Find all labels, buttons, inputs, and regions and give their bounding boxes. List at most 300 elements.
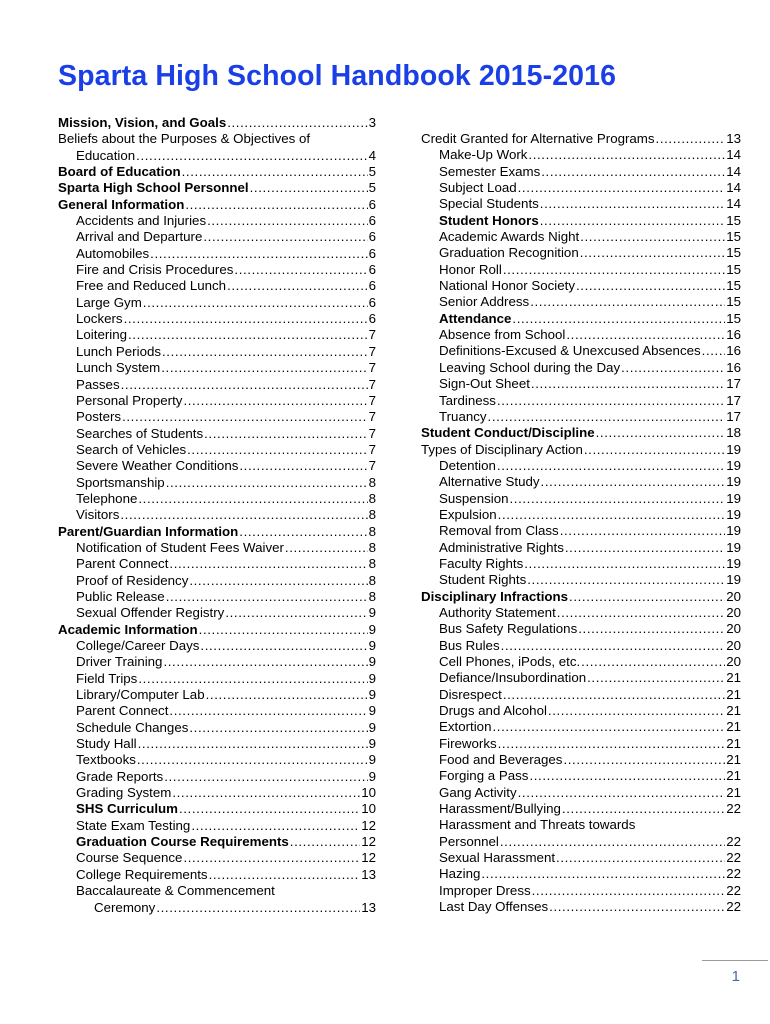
toc-dot-leader <box>578 621 725 637</box>
toc-dot-leader <box>191 818 360 834</box>
toc-right-column <box>421 131 741 916</box>
toc-entry-label: Course Sequence <box>76 850 183 866</box>
toc-dot-leader <box>518 785 726 801</box>
toc-entry <box>421 785 741 801</box>
toc-dot-leader <box>234 262 367 278</box>
toc-entry <box>58 752 376 768</box>
toc-entry-label: Student Honors <box>439 212 539 228</box>
toc-entry-label: Suspension <box>439 490 509 506</box>
toc-dot-leader <box>580 245 725 261</box>
toc-dot-leader <box>183 393 367 409</box>
toc-entry-page: 4 <box>368 147 376 163</box>
toc-entry-label: Make-Up Work <box>439 147 528 163</box>
toc-entry <box>58 638 376 654</box>
toc-entry-page: 21 <box>726 768 741 784</box>
toc-entry-page: 7 <box>368 376 376 392</box>
toc-entry-label: Administrative Rights <box>439 539 564 555</box>
toc-entry-label: Notification of Student Fees Waiver <box>76 539 284 555</box>
toc-entry-label: Ceremony <box>94 899 156 915</box>
toc-entry <box>58 213 376 229</box>
toc-entry-page: 13 <box>726 131 741 146</box>
toc-dot-leader <box>200 638 367 654</box>
toc-entry-label: Absence from School <box>439 327 566 343</box>
toc-entry-page: 20 <box>726 654 741 669</box>
toc-entry-label: Disrespect <box>439 686 502 702</box>
toc-entry-page: 7 <box>368 409 376 425</box>
toc-entry-page: 12 <box>361 850 376 866</box>
toc-entry <box>421 262 741 278</box>
toc-entry-label: Forging a Pass <box>439 768 529 784</box>
toc-entry-label: State Exam Testing <box>76 817 191 833</box>
toc-entry <box>421 817 741 833</box>
toc-entry-label: Subject Load <box>439 180 517 196</box>
toc-entry-label: Posters <box>76 409 122 425</box>
toc-entry <box>58 720 376 736</box>
toc-entry-label: Search of Vehicles <box>76 441 187 457</box>
toc-entry-page: 15 <box>726 229 741 245</box>
footer-divider <box>702 960 768 961</box>
toc-entry-page: 21 <box>726 670 741 686</box>
toc-entry-label: Bus Safety Regulations <box>439 621 578 637</box>
toc-dot-leader <box>285 540 368 556</box>
toc-dot-leader <box>497 393 725 409</box>
toc-entry <box>421 719 741 735</box>
toc-dot-leader <box>529 768 725 784</box>
toc-entry-label: Expulsion <box>439 506 497 522</box>
toc-dot-leader <box>128 327 368 343</box>
toc-entry <box>421 196 741 212</box>
toc-entry <box>58 344 376 360</box>
toc-entry-label: Extortion <box>439 719 492 735</box>
toc-dot-leader <box>541 474 726 490</box>
toc-entry <box>58 703 376 719</box>
toc-dot-leader <box>169 703 367 719</box>
toc-dot-leader <box>556 850 725 866</box>
toc-entry <box>421 409 741 425</box>
toc-dot-leader <box>166 589 368 605</box>
toc-entry <box>58 834 376 850</box>
toc-dot-leader <box>580 229 725 245</box>
toc-entry-page: 19 <box>726 474 741 490</box>
toc-dot-leader <box>569 589 725 605</box>
toc-entry <box>58 687 376 703</box>
toc-entry-label: Drugs and Alcohol <box>439 703 547 719</box>
toc-entry <box>421 327 741 343</box>
toc-entry-page: 21 <box>726 752 741 768</box>
toc-entry <box>58 164 376 180</box>
toc-dot-leader <box>540 196 725 212</box>
toc-dot-leader <box>524 556 725 572</box>
toc-entry-page: 6 <box>368 213 376 229</box>
toc-entry-page: 21 <box>726 784 741 800</box>
toc-entry-page: 17 <box>726 376 741 392</box>
toc-entry <box>58 229 376 245</box>
toc-entry <box>58 246 376 262</box>
toc-dot-leader <box>528 147 725 163</box>
toc-entry <box>58 736 376 752</box>
toc-entry-label: Graduation Course Requirements <box>76 834 289 850</box>
toc-dot-leader <box>503 262 725 278</box>
toc-entry <box>58 442 376 458</box>
toc-dot-leader <box>185 197 367 213</box>
toc-entry <box>421 311 741 327</box>
toc-entry-page: 15 <box>726 310 741 326</box>
toc-dot-leader <box>702 343 726 359</box>
toc-entry-page: 9 <box>368 703 376 719</box>
toc-entry <box>58 556 376 572</box>
toc-entry-label: Large Gym <box>76 294 142 310</box>
toc-entry-page: 9 <box>368 654 376 670</box>
toc-entry <box>421 850 741 866</box>
toc-dot-leader <box>239 458 367 474</box>
toc-entry-page: 8 <box>368 556 376 572</box>
toc-entry-label: Alternative Study <box>439 474 540 490</box>
toc-entry-label: Hazing <box>439 866 481 882</box>
toc-entry-page: 9 <box>368 605 376 621</box>
toc-entry <box>58 327 376 343</box>
toc-entry <box>421 736 741 752</box>
toc-entry-label: Academic Awards Night <box>439 229 580 245</box>
toc-dot-leader <box>497 458 725 474</box>
toc-entry <box>421 654 741 670</box>
toc-entry <box>58 573 376 589</box>
toc-entry <box>421 768 741 784</box>
toc-dot-leader <box>189 720 367 736</box>
toc-dot-leader <box>548 703 725 719</box>
toc-entry-page: 14 <box>726 163 741 179</box>
toc-entry-label: Fireworks <box>439 735 497 751</box>
toc-entry <box>58 475 376 491</box>
toc-dot-leader <box>189 573 367 589</box>
toc-entry-label: Personal Property <box>76 392 183 408</box>
toc-entry-page: 15 <box>726 245 741 261</box>
toc-entry-label: Fire and Crisis Procedures <box>76 262 234 278</box>
toc-entry <box>421 376 741 392</box>
toc-entry-page: 15 <box>726 212 741 228</box>
toc-entry <box>421 507 741 523</box>
toc-entry-label: Education <box>76 147 136 163</box>
toc-entry-label: Study Hall <box>76 736 137 752</box>
toc-entry <box>421 687 741 703</box>
toc-entry-label: Truancy <box>439 408 487 424</box>
toc-dot-leader <box>530 294 725 310</box>
toc-entry <box>58 131 376 147</box>
page-number: 1 <box>731 968 740 985</box>
toc-entry-label: Grading System <box>76 785 172 801</box>
toc-entry <box>58 115 376 131</box>
toc-entry-label: Honor Roll <box>439 261 502 277</box>
toc-entry-page: 21 <box>726 686 741 702</box>
toc-dot-leader <box>500 834 725 850</box>
toc-entry-label: Driver Training <box>76 654 163 670</box>
toc-dot-leader <box>498 736 726 752</box>
toc-entry-label: Sparta High School Personnel <box>58 180 249 196</box>
toc-entry <box>58 654 376 670</box>
toc-entry <box>58 850 376 866</box>
toc-entry <box>421 213 741 229</box>
toc-entry-page: 9 <box>368 638 376 653</box>
toc-entry-page: 19 <box>726 457 741 473</box>
toc-entry-page: 20 <box>726 588 741 604</box>
toc-dot-leader <box>587 670 725 686</box>
toc-entry-page: 22 <box>726 850 741 866</box>
toc-dot-leader <box>576 278 725 294</box>
toc-entry-label: Credit Granted for Alternative Programs <box>421 131 655 146</box>
toc-entry-page: 17 <box>726 392 741 408</box>
toc-entry-page: 20 <box>726 637 741 653</box>
toc-entry-label: National Honor Society <box>439 278 575 294</box>
toc-entry <box>58 769 376 785</box>
toc-dot-leader <box>138 671 367 687</box>
toc-entry-page: 10 <box>361 785 376 801</box>
toc-entry-label: Faculty Rights <box>439 555 524 571</box>
toc-dot-leader <box>481 866 725 882</box>
toc-entry-label: Harassment and Threats towards <box>439 817 636 833</box>
toc-dot-leader <box>209 867 361 883</box>
toc-dot-leader <box>179 801 360 817</box>
toc-entry <box>58 589 376 605</box>
toc-entry <box>421 147 741 163</box>
toc-dot-leader <box>498 507 726 523</box>
toc-entry <box>421 180 741 196</box>
toc-entry-label: Loitering <box>76 327 128 343</box>
toc-entry-label: Sign-Out Sheet <box>439 376 530 392</box>
toc-entry-label: Grade Reports <box>76 768 164 784</box>
toc-entry <box>421 245 741 261</box>
toc-dot-leader <box>227 278 368 294</box>
toc-entry-page: 8 <box>368 490 376 506</box>
toc-entry-label: Tardiness <box>439 392 496 408</box>
toc-left-column <box>58 115 376 916</box>
toc-dot-leader <box>503 687 725 703</box>
toc-dot-leader <box>164 769 367 785</box>
toc-dot-leader <box>512 311 725 327</box>
toc-entry-label: Bus Rules <box>439 637 500 653</box>
toc-entry-label: Sportsmanship <box>76 474 165 490</box>
toc-entry-label: Lunch System <box>76 360 161 376</box>
toc-entry-label: Academic Information <box>58 621 198 637</box>
toc-entry-label: Textbooks <box>76 752 136 768</box>
toc-entry <box>421 278 741 294</box>
toc-dot-leader <box>540 213 725 229</box>
toc-dot-leader <box>182 164 368 180</box>
toc-entry-page: 7 <box>368 392 376 408</box>
toc-entry <box>58 311 376 327</box>
toc-entry-label: Mission, Vision, and Goals <box>58 115 227 130</box>
toc-entry-label: Types of Disciplinary Action <box>421 441 583 457</box>
toc-entry-page: 14 <box>726 147 741 163</box>
toc-entry-label: Lockers <box>76 311 123 327</box>
toc-entry <box>58 409 376 425</box>
toc-entry-page: 22 <box>726 882 741 898</box>
toc-dot-leader <box>518 180 726 196</box>
toc-entry-page: 8 <box>368 572 376 588</box>
toc-entry-label: Student Rights <box>439 572 527 588</box>
toc-entry-page: 8 <box>368 507 376 523</box>
toc-dot-leader <box>584 442 725 458</box>
toc-dot-leader <box>566 327 725 343</box>
toc-dot-leader <box>596 425 726 441</box>
toc-entry-label: Accidents and Injuries <box>76 213 207 229</box>
toc-dot-leader <box>531 376 725 392</box>
toc-entry-label: Baccalaureate & Commencement <box>76 883 275 899</box>
toc-entry <box>58 818 376 834</box>
toc-dot-leader <box>172 785 360 801</box>
toc-entry-label: Removal from Class <box>439 523 559 539</box>
toc-entry <box>421 229 741 245</box>
toc-dot-leader <box>121 377 368 393</box>
toc-entry-label: Visitors <box>76 507 120 523</box>
toc-entry-label: Schedule Changes <box>76 719 189 735</box>
toc-entry <box>421 474 741 490</box>
toc-entry-label: Automobiles <box>76 245 150 261</box>
toc-entry-page: 19 <box>726 490 741 506</box>
toc-entry <box>421 752 741 768</box>
toc-entry <box>421 442 741 458</box>
toc-entry <box>58 867 376 883</box>
toc-entry-label: Improper Dress <box>439 882 531 898</box>
toc-entry-page: 3 <box>368 115 376 130</box>
toc-entry <box>58 393 376 409</box>
toc-entry-page: 9 <box>368 768 376 784</box>
toc-dot-leader <box>225 605 367 621</box>
toc-entry-page: 14 <box>726 196 741 212</box>
toc-entry-page: 22 <box>726 866 741 882</box>
toc-entry-page: 10 <box>361 801 376 817</box>
toc-entry-label: College Requirements <box>76 866 208 882</box>
toc-entry-page: 8 <box>368 523 376 539</box>
toc-entry-label: Last Day Offenses <box>439 899 549 915</box>
toc-entry <box>421 589 741 605</box>
toc-entry-page: 9 <box>368 621 376 637</box>
toc-entry-label: Harassment/Bullying <box>439 801 561 817</box>
toc-entry-page: 19 <box>726 572 741 588</box>
toc-dot-leader <box>557 605 725 621</box>
toc-entry-label: Public Release <box>76 588 165 604</box>
toc-entry-page: 16 <box>726 343 741 359</box>
toc-entry-label: Sexual Offender Registry <box>76 605 225 621</box>
toc-entry-label: Leaving School during the Day <box>439 359 621 375</box>
toc-entry-page: 9 <box>368 752 376 768</box>
toc-entry-page: 16 <box>726 359 741 375</box>
toc-entry-page: 6 <box>368 311 376 327</box>
toc-entry-page: 9 <box>368 736 376 752</box>
toc-entry-page: 20 <box>726 621 741 637</box>
toc-dot-leader <box>239 524 367 540</box>
toc-entry <box>58 360 376 376</box>
toc-entry <box>421 883 741 899</box>
toc-entry <box>421 605 741 621</box>
toc-entry-label: Lunch Periods <box>76 343 162 359</box>
toc-dot-leader <box>581 654 725 670</box>
toc-entry <box>58 900 376 916</box>
toc-entry <box>58 883 376 899</box>
toc-dot-leader <box>565 540 725 556</box>
toc-dot-leader <box>532 883 726 899</box>
toc-entry-page: 19 <box>726 555 741 571</box>
toc-entry-page: 7 <box>368 343 376 359</box>
toc-entry-label: Searches of Students <box>76 425 204 441</box>
toc-dot-leader <box>527 572 725 588</box>
toc-entry <box>421 523 741 539</box>
toc-entry-label: SHS Curriculum <box>76 801 178 817</box>
toc-entry-page: 7 <box>368 360 376 376</box>
toc-entry-page: 22 <box>726 801 741 817</box>
toc-entry <box>58 605 376 621</box>
toc-entry-page: 9 <box>368 719 376 735</box>
toc-dot-leader <box>290 834 360 850</box>
toc-dot-leader <box>124 311 368 327</box>
toc-entry-page: 6 <box>368 245 376 261</box>
toc-entry-label: Severe Weather Conditions <box>76 458 239 474</box>
toc-entry-label: Parent/Guardian Information <box>58 523 239 539</box>
toc-dot-leader <box>549 899 725 915</box>
toc-entry-label: Parent Connect <box>76 556 169 572</box>
toc-entry-label: Senior Address <box>439 294 530 310</box>
toc-entry-label: Sexual Harassment <box>439 850 556 866</box>
toc-entry <box>421 866 741 882</box>
toc-dot-leader <box>492 719 725 735</box>
toc-entry <box>58 540 376 556</box>
toc-entry-label: Student Conduct/Discipline <box>421 425 595 441</box>
toc-entry <box>421 801 741 817</box>
toc-entry-label: College/Career Days <box>76 638 200 653</box>
toc-entry <box>421 294 741 310</box>
toc-entry-page: 8 <box>368 588 376 604</box>
toc-entry-page: 14 <box>726 180 741 196</box>
toc-entry-page: 15 <box>726 261 741 277</box>
toc-entry-page: 19 <box>726 539 741 555</box>
toc-entry <box>421 425 741 441</box>
toc-entry <box>421 491 741 507</box>
toc-entry-label: Authority Statement <box>439 604 556 620</box>
toc-entry-label: Telephone <box>76 490 138 506</box>
toc-entry-label: Definitions-Excused & Unexcused Absences <box>439 343 701 359</box>
toc-dot-leader <box>207 213 368 229</box>
toc-entry <box>421 343 741 359</box>
toc-entry <box>421 899 741 915</box>
toc-entry-label: Parent Connect <box>76 703 169 719</box>
toc-entry <box>421 164 741 180</box>
toc-entry <box>421 556 741 572</box>
toc-entry-label: Semester Exams <box>439 163 541 179</box>
toc-entry-label: Cell Phones, iPods, etc. <box>439 654 581 669</box>
toc-dot-leader <box>122 409 368 425</box>
toc-entry-page: 18 <box>726 425 741 441</box>
toc-dot-leader <box>204 426 367 442</box>
toc-entry-page: 21 <box>726 719 741 735</box>
toc-entry-label: Defiance/Insubordination <box>439 670 587 686</box>
toc-entry-page: 22 <box>726 899 741 915</box>
toc-dot-leader <box>143 295 368 311</box>
toc-entry-label: Free and Reduced Lunch <box>76 278 227 294</box>
toc-entry-label: Library/Computer Lab <box>76 687 205 703</box>
toc-entry-label: Graduation Recognition <box>439 245 579 261</box>
toc-dot-leader <box>199 622 368 638</box>
toc-entry-page: 19 <box>726 523 741 539</box>
toc-entry <box>58 622 376 638</box>
toc-dot-leader <box>562 801 725 817</box>
toc-entry <box>58 458 376 474</box>
toc-dot-leader <box>656 131 726 147</box>
toc-entry-page: 13 <box>361 899 376 915</box>
toc-entry-label: Food and Beverages <box>439 752 563 768</box>
toc-entry <box>58 197 376 213</box>
toc-entry <box>58 524 376 540</box>
toc-entry-page: 5 <box>368 180 376 196</box>
toc-dot-leader <box>150 246 367 262</box>
toc-entry-page: 15 <box>726 294 741 310</box>
